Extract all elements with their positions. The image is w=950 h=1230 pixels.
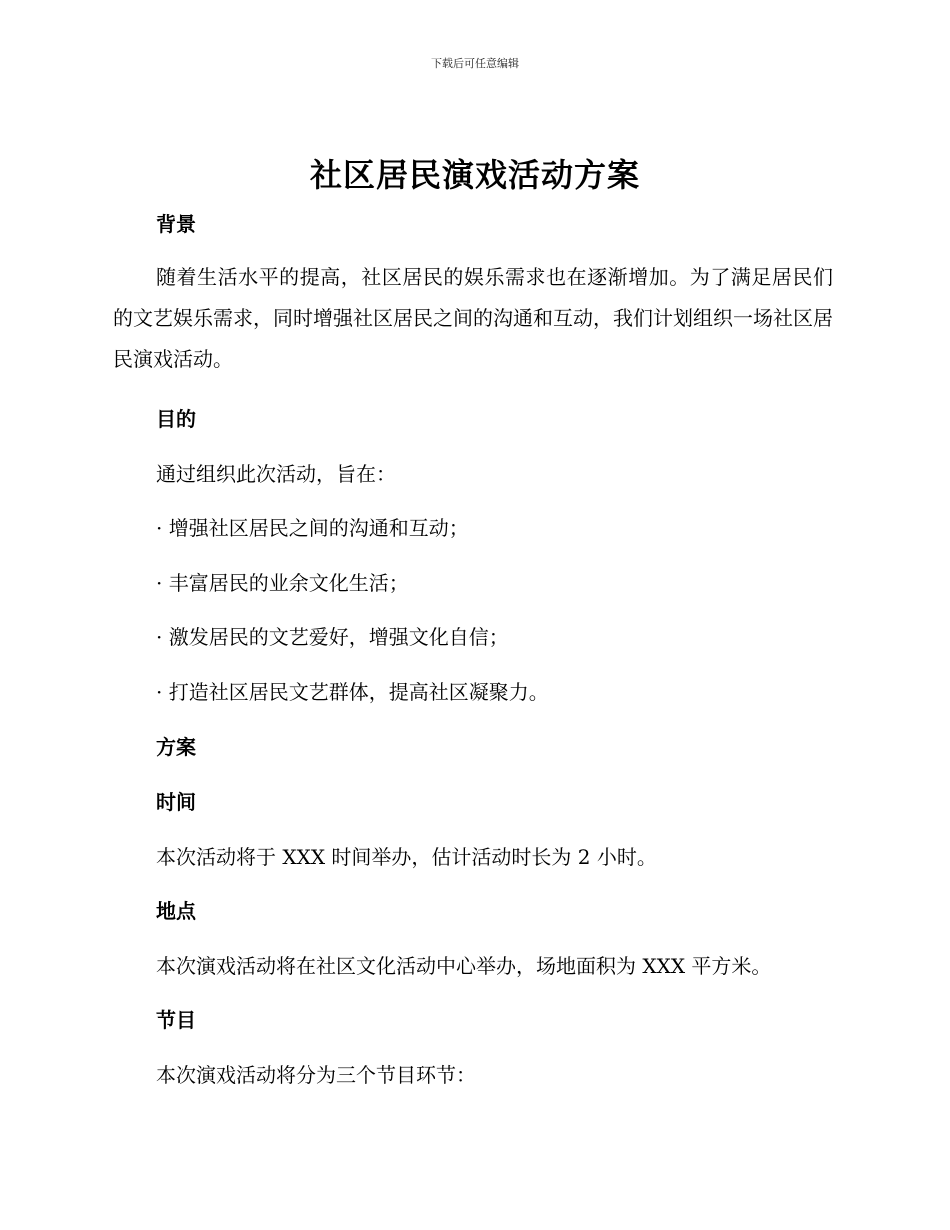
time-text: 本次活动将于 XXX 时间举办，估计活动时长为 2 小时。: [156, 845, 657, 869]
background-paragraph: 随着生活水平的提高，社区居民的娱乐需求也在逐渐增加。为了满足居民们的文艺娱乐需求，同时增强社区居民之间的沟通和互动，我们计划组织一场社区居民演戏活动。: [113, 265, 833, 371]
heading-plan: 方案: [156, 735, 196, 759]
heading-time: 时间: [156, 790, 196, 814]
document-title: 社区居民演戏活动方案: [309, 156, 640, 194]
location-text: 本次演戏活动将在社区文化活动中心举办，场地面积为 XXX 平方米。: [156, 954, 772, 978]
heading-background: 背景: [156, 212, 196, 236]
purpose-intro: 通过组织此次活动，旨在：: [156, 462, 396, 486]
heading-program: 节目: [156, 1008, 196, 1032]
heading-purpose: 目的: [156, 407, 196, 431]
purpose-bullet: · 增强社区居民之间的沟通和互动；: [156, 516, 469, 540]
purpose-bullet: · 打造社区居民文艺群体，提高社区凝聚力。: [156, 680, 549, 704]
purpose-bullet: · 丰富居民的业余文化生活；: [156, 571, 409, 595]
heading-location: 地点: [156, 899, 196, 923]
purpose-bullet: · 激发居民的文艺爱好，增强文化自信；: [156, 625, 509, 649]
header-note: 下载后可任意编辑: [431, 57, 519, 70]
program-text: 本次演戏活动将分为三个节目环节：: [156, 1063, 476, 1087]
